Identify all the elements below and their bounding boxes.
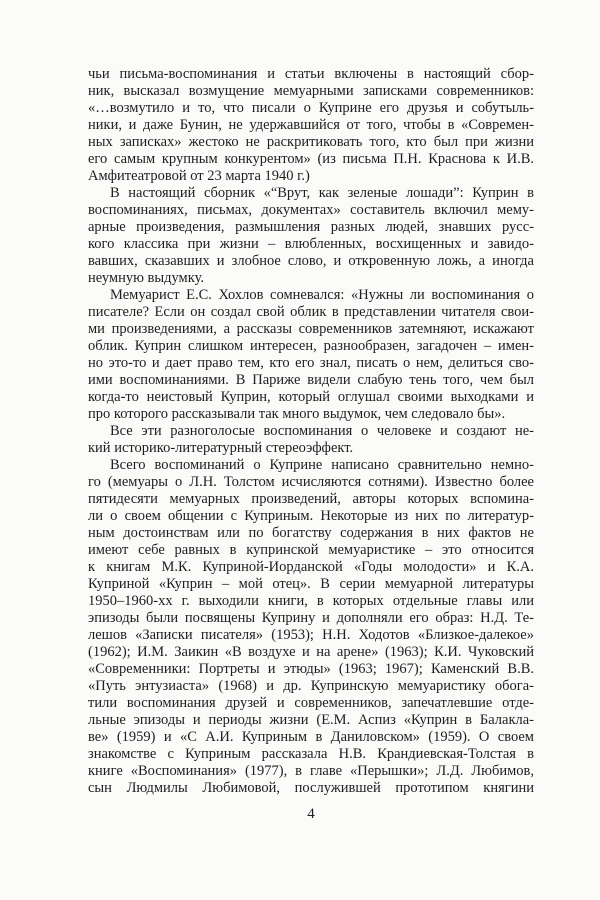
text-line: писателе? Если он создал свой облик в представлении читателя свои- xyxy=(88,304,534,320)
page-text xyxy=(88,66,534,797)
page-number: 4 xyxy=(307,806,315,822)
text-line: знакомстве с Куприным рассказала Н.В. Крандиевская-Толстая в xyxy=(88,746,534,762)
text-line: тили воспоминания друзей и современников, запечатлевшие отде- xyxy=(88,695,534,711)
text-line: облик. Куприн слишком интересен, разнообразен, загадочен – имен- xyxy=(88,338,534,354)
text-line: арные произведения, размышления разных людей, знавших русс- xyxy=(88,219,534,235)
text-line: ве» (1959) и «С А.И. Куприным в Даниловском» (1959). О своем xyxy=(88,729,534,745)
text-line: го (мемуары о Л.Н. Толстом исчисляются сотнями). Известно более xyxy=(88,474,534,490)
text-line: воспоминаниях, письмах, документах» составитель включил мему- xyxy=(88,202,534,218)
text-line: ники, и даже Бунин, не удержавшийся от того, чтобы в «Современ- xyxy=(88,117,534,133)
text-line: ным достоинствам или по богатству содержания в них фактов не xyxy=(88,525,534,541)
text-line: но это-то и дает право тем, кто его знал, писать о нем, делиться сво- xyxy=(88,355,534,371)
text-line: «Современники: Портреты и этюды» (1963; 1967); Каменский В.В. xyxy=(88,661,534,677)
text-line: сын Людмилы Любимовой, послужившей прототипом княгини xyxy=(88,780,534,796)
text-line: ник, высказал возмущение мемуарными записками современников: xyxy=(88,83,534,99)
text-line: «Путь энтузиаста» (1968) и др. Купринскую мемуаристику обога- xyxy=(88,678,534,694)
text-line: кого классика при жизни – влюбленных, восхищенных и завидо- xyxy=(88,236,534,252)
text-line: когда-то неистовый Куприн, который оглушал своими выходками и xyxy=(88,389,534,405)
text-line: книге «Воспоминания» (1977), в главе «Перышки»; Л.Д. Любимов, xyxy=(88,763,534,779)
text-line: его самым крупным конкурентом» (из письма П.Н. Краснова к И.В. xyxy=(88,151,534,167)
text-line: Куприной «Куприн – мой отец». В серии мемуарной литературы xyxy=(88,576,534,592)
text-line: кий историко-литературный стереоэффект. xyxy=(88,440,354,456)
text-line: ими воспоминаниями. В Париже видели слабую тень того, чем был xyxy=(88,372,534,388)
text-line: В настоящий сборник «“Врут, как зеленые лошади”: Куприн в xyxy=(110,185,534,201)
text-line: к книгам М.К. Куприной-Иорданской «Годы молодости» и К.А. xyxy=(88,559,534,575)
text-line: чьи письма-воспоминания и статьи включены в настоящий сбор- xyxy=(88,66,534,82)
text-line: ных записках» жестоко не раскритиковать того, кто был при жизни xyxy=(88,134,534,150)
text-line: ми произведениями, а рассказы современников затемняют, искажают xyxy=(88,321,534,337)
text-line: неумную выдумку. xyxy=(88,270,204,286)
text-line: «…возмутило и то, что писали о Куприне его друзья и собутыль- xyxy=(88,100,534,116)
text-line: льные эпизоды и периоды жизни (Е.М. Аспиз «Куприн в Балакла- xyxy=(88,712,534,728)
text-line: ли о своем общении с Куприным. Некоторые из них по литератур- xyxy=(88,508,534,524)
text-line: Амфитеатровой от 23 марта 1940 г.) xyxy=(88,168,310,184)
text-line: Мемуарист Е.С. Хохлов сомневался: «Нужны ли воспоминания о xyxy=(110,287,534,303)
text-line: Всего воспоминаний о Куприне написано сравнительно немно- xyxy=(110,457,534,473)
text-line: 1950–1960-хх г. выходили книги, в которых отдельные главы или xyxy=(88,593,534,609)
text-line: лешов «Записки писателя» (1953); Н.Н. Ходотов «Близкое-далекое» xyxy=(88,627,534,643)
text-line: вавших, сказавших и злобное слово, и откровенную ложь, а иногда xyxy=(88,253,534,269)
text-line: эпизоды были посвящены Куприну и дополняли его образ: Н.Д. Те- xyxy=(88,610,534,626)
text-line: пятидесяти мемуарных произведений, авторы которых вспомина- xyxy=(88,491,534,507)
text-line: (1962); И.М. Заикин «В воздухе и на арене» (1963); К.И. Чуковский xyxy=(88,644,534,660)
text-line: про которого рассказывали так много выдумок, чем следовало бы». xyxy=(88,406,506,422)
text-line: Все эти разноголосые воспоминания о человеке и создают не- xyxy=(110,423,534,439)
text-line: имеют себе равных в купринской мемуаристике – это относится xyxy=(88,542,534,558)
